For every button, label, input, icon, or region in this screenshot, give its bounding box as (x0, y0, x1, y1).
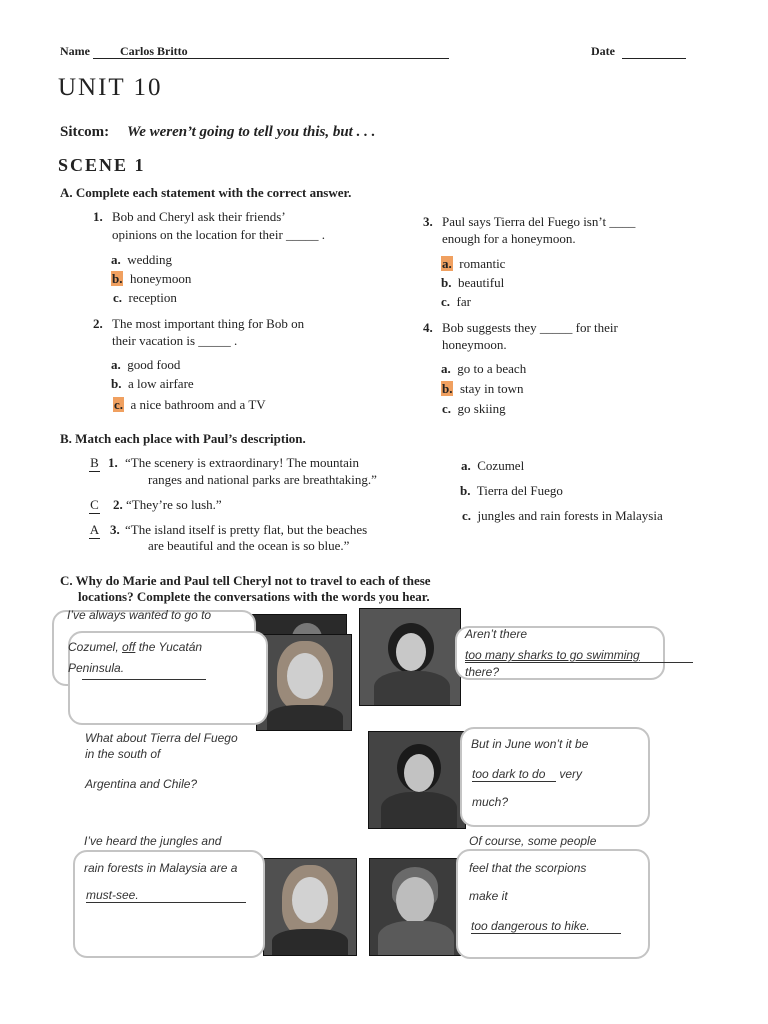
bubble-2-answer[interactable] (465, 648, 693, 663)
bubble-6-answer[interactable] (471, 919, 621, 934)
name-value: Carlos Britto (120, 44, 188, 58)
section-b-instruction: B. Match each place with Paul’s description. (60, 431, 306, 446)
bubble-1-answer[interactable]: off (122, 640, 136, 654)
photo-marie-2 (263, 858, 357, 956)
prompt-3-line1: What about Tierra del Fuego (85, 731, 238, 745)
q3-line2: enough for a honeymoon. (442, 231, 576, 246)
bubble-2-line1: Aren’t there (465, 627, 528, 641)
q2-line2: their vacation is _____ . (112, 333, 238, 348)
q3-option-b[interactable] (441, 275, 504, 291)
option-text: romantic (459, 256, 506, 271)
photo-cheryl-2 (368, 731, 466, 829)
section-c-instruction-line1: C. Why do Marie and Paul tell Cheryl not to travel to each of these (60, 573, 431, 588)
q2-option-a[interactable] (111, 357, 180, 373)
match-number-1: 1. (108, 455, 118, 470)
q4-line1: Bob suggests they _____ for their (442, 320, 618, 335)
match-answer-3[interactable]: A (89, 522, 100, 537)
q4-option-a[interactable] (441, 361, 526, 377)
bubble-6-answer-text: too dangerous to hike. (471, 919, 590, 933)
option-text: go to a beach (457, 361, 527, 376)
place-a (461, 458, 524, 474)
photo-marie-1 (256, 634, 352, 731)
option-letter: b. (441, 275, 452, 290)
place-letter: a. (461, 458, 471, 473)
place-letter: c. (462, 508, 472, 523)
option-text: honeymoon (129, 271, 192, 286)
bubble-4-answer[interactable] (472, 767, 556, 782)
bubble-4-answer-text: too dark to do (472, 767, 546, 781)
date-label: Date (591, 44, 615, 58)
bubble-1-line2 (68, 640, 202, 654)
sitcom-title: We weren’t going to tell you this, but . . . (127, 124, 376, 140)
match-quote-2-line1: “They’re so lush.” (126, 497, 222, 512)
place-letter: b. (460, 483, 471, 498)
q3-option-c[interactable] (441, 294, 471, 310)
bubble-5-answer-text: must-see. (86, 888, 139, 902)
q4-option-c[interactable] (442, 401, 506, 417)
place-name: Tierra del Fuego (476, 483, 563, 498)
option-letter: a. (111, 252, 121, 267)
bubble-6-line2: feel that the scorpions (469, 861, 587, 875)
option-text: a nice bathroom and a TV (130, 397, 266, 412)
option-letter-selected: a. (442, 256, 452, 271)
option-letter: b. (111, 376, 122, 391)
bubble-1-fill-line[interactable] (82, 679, 206, 680)
option-letter-selected: c. (114, 397, 124, 412)
option-text: reception (128, 290, 177, 305)
bubble-6-line1: Of course, some people (469, 834, 597, 848)
q1-line2: opinions on the location for their _____ . (112, 227, 326, 242)
bubble-4-line2 (472, 767, 582, 782)
name-field[interactable] (93, 44, 449, 59)
match-answer-2[interactable]: C (90, 497, 99, 512)
section-c-instruction-line2: locations? Complete the conversations with the words you hear. (78, 589, 430, 604)
place-c (462, 508, 663, 524)
bubble-4-line1: But in June won’t it be (471, 737, 589, 751)
bubble-5-answer[interactable] (86, 888, 246, 903)
prompt-3-line2: in the south of (85, 747, 161, 761)
bubble-1-line1: I’ve always wanted to go to (67, 608, 212, 622)
date-field[interactable] (622, 44, 686, 59)
place-name: Cozumel (477, 458, 525, 473)
match-number-2: 2. (113, 497, 123, 512)
option-text: wedding (127, 252, 173, 267)
q1-option-a[interactable] (111, 252, 172, 268)
q1-option-c[interactable] (113, 290, 177, 306)
q2-option-c[interactable] (113, 397, 266, 413)
option-letter-selected: b. (112, 271, 123, 286)
q4-number: 4. (423, 320, 433, 335)
option-letter: a. (111, 357, 121, 372)
bubble-5-line1: I’ve heard the jungles and (84, 834, 222, 848)
option-text: a low airfare (127, 376, 194, 391)
place-b (460, 483, 563, 499)
option-letter: a. (441, 361, 451, 376)
option-letter: c. (113, 290, 123, 305)
q1-line1: Bob and Cheryl ask their friends’ (112, 209, 286, 224)
q2-number: 2. (93, 316, 103, 331)
q4-line2: honeymoon. (442, 337, 507, 352)
match-quote-1-line2: ranges and national parks are breathtaking.” (148, 472, 377, 487)
option-text: far (456, 294, 471, 309)
bubble-2-line3: there? (465, 665, 500, 679)
section-a-instruction: A. Complete each statement with the correct answer. (60, 185, 352, 200)
q1-option-b[interactable] (111, 271, 191, 287)
q3-option-a[interactable] (441, 256, 505, 272)
q2-line1: The most important thing for Bob on (112, 316, 305, 331)
option-letter: c. (442, 401, 452, 416)
unit-title: UNIT 10 (58, 74, 163, 101)
q3-line1: Paul says Tierra del Fuego isn’t ____ (442, 214, 636, 229)
scene-title: SCENE 1 (58, 155, 146, 175)
bubble-1-text-cont: the Yucatán (135, 640, 203, 654)
option-text: stay in town (459, 381, 524, 396)
photo-paul (369, 858, 461, 956)
sitcom-label: Sitcom: (60, 124, 110, 140)
name-label: Name (60, 44, 90, 58)
prompt-3-line3: Argentina and Chile? (85, 777, 198, 791)
match-quote-3-line2: are beautiful and the ocean is so blue.” (148, 538, 350, 553)
match-quote-3-line1: “The island itself is pretty flat, but the beaches (125, 522, 368, 537)
bubble-4-text-cont: very (559, 767, 583, 781)
option-letter-selected: b. (442, 381, 453, 396)
q4-option-b[interactable] (441, 381, 524, 397)
option-text: good food (127, 357, 181, 372)
match-answer-1[interactable]: B (90, 455, 99, 470)
bubble-4-line3: much? (472, 795, 509, 809)
q1-number: 1. (93, 209, 103, 224)
option-letter: c. (441, 294, 451, 309)
bubble-5-line2: rain forests in Malaysia are a (84, 861, 238, 875)
match-quote-1-line1: “The scenery is extraordinary! The mountain (125, 455, 360, 470)
bubble-1-text: Cozumel, (68, 640, 123, 654)
bubble-6-line3: make it (469, 889, 508, 903)
q3-number: 3. (423, 214, 433, 229)
photo-cheryl-1 (359, 608, 461, 706)
option-text: beautiful (457, 275, 505, 290)
q2-option-b[interactable] (111, 376, 194, 392)
option-text: go skiing (457, 401, 506, 416)
place-name: jungles and rain forests in Malaysia (477, 508, 663, 523)
bubble-2-answer-text: too many sharks to go swimming (465, 648, 640, 662)
match-number-3: 3. (110, 522, 120, 537)
bubble-1-line3: Peninsula. (68, 661, 125, 675)
